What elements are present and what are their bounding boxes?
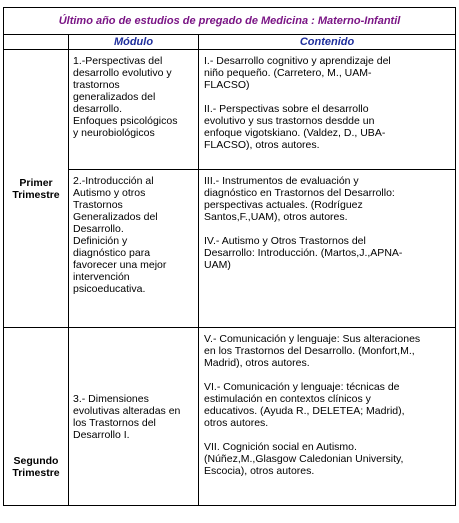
content-line: perspectivas actuales. (Rodríguez [204, 199, 363, 211]
content-line: en los Trastornos del Desarrollo. (Monfort,M., [204, 345, 415, 357]
module-line: Definición y [73, 235, 128, 247]
header-content: Contenido [199, 35, 456, 50]
term-label-line: Primer [19, 176, 53, 189]
term-label-line: Trimestre [12, 188, 60, 201]
content-cell-2 [199, 170, 456, 328]
content-line: UAM) [204, 259, 231, 271]
table-row [4, 328, 456, 506]
content-line: VII. Cognición social en Autismo. [204, 441, 357, 453]
module-line: Autismo y otros [73, 187, 146, 199]
content-line: otros autores. [204, 417, 269, 429]
content-cell-1 [199, 50, 456, 170]
table-row [4, 170, 456, 328]
module-line: generalizados del [73, 91, 156, 103]
title-row [4, 8, 456, 35]
module-cell-3 [69, 328, 199, 506]
module-line: intervención [73, 271, 130, 283]
module-line: favorecer una mejor [73, 259, 167, 271]
content-line: V.- Comunicación y lenguaje: Sus alteraciones [204, 333, 421, 345]
module-line: psicoeducativa. [73, 283, 146, 295]
content-line: (Núñez,M.,Glasgow Caledonian University, [204, 453, 404, 465]
syllabus-table [3, 7, 456, 506]
module-line: Desarrollo. [73, 223, 124, 235]
term-label-line: Trimestre [12, 467, 60, 479]
content-line: FLACSO) [204, 79, 250, 91]
module-line: desarrollo evolutivo y [73, 67, 172, 79]
content-line: Desarrollo: Introducción. (Martos,J.,APNA- [204, 247, 403, 259]
header-empty-cell [4, 35, 69, 50]
content-line: Madrid), otros autores. [204, 357, 310, 369]
term-label-line: Segundo [13, 455, 59, 467]
module-line: 3.- Dimensiones [73, 393, 149, 405]
module-line: y neurobiológicos [73, 127, 155, 139]
module-line: evolutivas alteradas en [73, 405, 181, 417]
content-line: FLACSO), otros autores. [204, 139, 320, 151]
content-line: Santos,F.,UAM), otros autores. [204, 211, 348, 223]
module-line: 1.-Perspectivas del [73, 55, 163, 67]
module-line: los Trastornos del [73, 417, 156, 429]
content-line: enfoque vigotskiano. (Valdez, D., UBA- [204, 127, 386, 139]
content-line: VI.- Comunicación y lenguaje: técnicas de [204, 381, 400, 393]
module-line: Enfoques psicológicos [73, 115, 178, 127]
content-line: III.- Instrumentos de evaluación y [204, 175, 359, 187]
table-title: Último año de estudios de pregado de Medicina : Materno-Infantil [4, 8, 456, 35]
content-line: Escocia), otros autores. [204, 465, 315, 477]
content-line: estimulación en contextos clínicos y [204, 393, 371, 405]
content-line: diagnóstico en Trastornos del Desarrollo: [204, 187, 395, 199]
module-line: Desarrollo I. [73, 429, 130, 441]
content-line: II.- Perspectivas sobre el desarrollo [204, 103, 369, 115]
term-cell-primer [4, 50, 69, 328]
module-line: Generalizados del [73, 211, 158, 223]
content-cell-3 [199, 328, 456, 506]
module-line: diagnóstico para [73, 247, 151, 259]
content-line: IV.- Autismo y Otros Trastornos del [204, 235, 366, 247]
module-line: trastornos [73, 79, 120, 91]
header-row [4, 35, 456, 50]
content-line: evolutivo y sus trastornos desdde un [204, 115, 375, 127]
content-line: I.- Desarrollo cognitivo y aprendizaje del [204, 55, 391, 67]
module-cell-2 [69, 170, 199, 328]
module-line: desarrollo. [73, 103, 123, 115]
table-row [4, 50, 456, 170]
content-line: educativos. (Ayuda R., DELETEA; Madrid), [204, 405, 405, 417]
module-cell-1 [69, 50, 199, 170]
header-module: Módulo [69, 35, 199, 50]
term-cell-segundo [4, 328, 69, 506]
module-line: Trastornos [73, 199, 123, 211]
content-line: niño pequeño. (Carretero, M., UAM- [204, 67, 372, 79]
module-line: 2.-Introducción al [73, 175, 154, 187]
